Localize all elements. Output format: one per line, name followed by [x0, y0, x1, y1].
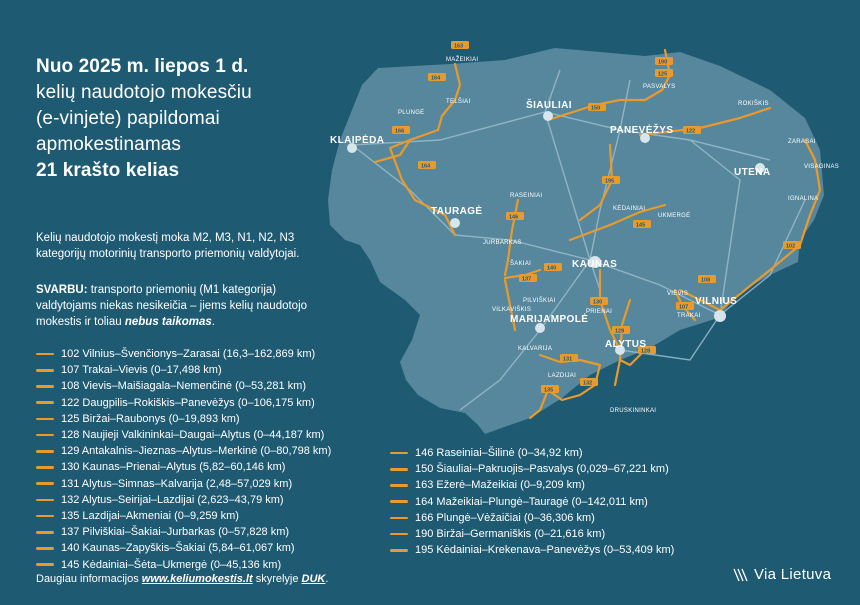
svg-text:108: 108: [701, 277, 711, 284]
svg-text:132: 132: [583, 380, 593, 387]
town-label-raseiniai: RASEINIAI: [510, 193, 543, 199]
city-label-alytus: ALYTUS: [605, 339, 647, 350]
route-label: 146 Raseiniai–Šilinė (0–34,92 km): [415, 447, 583, 459]
list-item: [36, 459, 331, 475]
list-item: [36, 476, 331, 492]
list-item: [390, 542, 674, 558]
svg-text:190: 190: [658, 59, 668, 66]
road-line-icon: [36, 563, 54, 566]
road-badge-137: [519, 274, 537, 283]
town-label-sakiai: ŠAKIAI: [510, 261, 532, 267]
route-label: 108 Vievis–Maišiagala–Nemenčinė (0–53,281 km): [61, 380, 306, 393]
city-label-utena: UTENA: [734, 167, 771, 178]
svg-text:130: 130: [593, 299, 603, 306]
svg-text:166: 166: [395, 128, 405, 135]
list-item: [36, 492, 331, 508]
footer-note: [36, 573, 328, 585]
route-list-right: [390, 445, 674, 558]
road-line-icon: [390, 549, 408, 552]
website-link[interactable]: www.keliumokestis.lt: [141, 573, 253, 585]
road-line-icon: [390, 484, 408, 487]
city-label-siauliai: ŠIAULIAI: [526, 100, 572, 111]
list-item: [390, 477, 674, 493]
svg-text:131: 131: [563, 356, 573, 363]
route-label: 166 Plungė–Vėžaičiai (0–36,306 km): [415, 511, 595, 524]
road-line-icon: [36, 547, 54, 550]
road-badge-108: [698, 275, 716, 284]
road-badge-129: [612, 326, 630, 335]
road-line-icon: [36, 401, 54, 404]
town-label-prienai: PRIENAI: [586, 309, 613, 315]
headline: [36, 54, 336, 184]
road-line-icon: [390, 500, 408, 503]
town-label-lazdijai: LAZDIJAI: [548, 373, 577, 379]
town-label-visaginas: VISAGINAS: [804, 164, 840, 170]
list-item: [36, 524, 331, 540]
headline-line-3: (e-vinjete) papildomai: [36, 108, 220, 129]
route-label: 140 Kaunas–Zapyškis–Šakiai (5,84–61,067 km): [61, 542, 295, 555]
route-label: 190 Biržai–Germaniškis (0–21,616 km): [415, 528, 606, 541]
town-label-pilviskiai: PILVIŠKIAI: [523, 298, 556, 304]
route-label: 122 Daugpilis–Rokiškis–Panevėžys (0–106,175 km): [61, 396, 315, 409]
route-label: 128 Naujieji Valkininkai–Daugai–Alytus (0–44,187 km): [61, 429, 325, 442]
city-label-panevezys: PANEVĖŽYS: [610, 125, 674, 136]
headline-line-5: 21 krašto kelias: [36, 160, 180, 181]
route-label: 130 Kaunas–Prienai–Alytus (5,82–60,146 km): [61, 461, 286, 474]
brand-name: Via Lietuva: [754, 566, 832, 583]
town-label-pasvalys: PASVALYS: [643, 84, 676, 90]
svg-text:146: 146: [509, 214, 519, 221]
town-label-vievis: VIEVIS: [667, 291, 689, 297]
svg-text:125: 125: [658, 71, 668, 78]
route-label: 107 Trakai–Vievis (0–17,498 km): [61, 364, 222, 377]
road-line-icon: [36, 466, 54, 469]
list-item: [390, 526, 674, 542]
road-badge-107: [676, 302, 694, 311]
list-item: [36, 427, 331, 443]
list-item: [36, 395, 331, 411]
road-badge-166: [392, 126, 410, 135]
route-label: 195 Kėdainiai–Krekenava–Panevėžys (0–53,409 km): [415, 544, 675, 557]
road-line-icon: [390, 452, 408, 455]
svg-text:164: 164: [431, 75, 441, 82]
town-label-trakai: TRAKAI: [677, 313, 701, 319]
road-line-icon: [36, 515, 54, 518]
city-label-kaunas: KAUNAS: [572, 259, 618, 270]
road-line-icon: [390, 517, 408, 520]
footer-text-end: .: [325, 573, 329, 585]
svg-text:128: 128: [641, 348, 651, 355]
town-label-zarasai: ZARASAI: [788, 139, 816, 145]
route-label: 135 Lazdijai–Akmeniai (0–9,259 km): [61, 510, 239, 523]
town-label-ukmerge: UKMERGĖ: [658, 213, 691, 219]
list-item: [36, 443, 331, 459]
city-label-taurage: TAURAGĖ: [431, 206, 483, 217]
list-item: [390, 445, 674, 461]
faq-link[interactable]: DUK: [301, 573, 326, 585]
road-badge-140: [544, 263, 562, 272]
svg-text:140: 140: [547, 265, 557, 272]
list-item: [390, 510, 674, 526]
svg-text:137: 137: [522, 276, 532, 283]
road-badge-130: [590, 297, 608, 306]
list-item: [36, 540, 331, 556]
city-label-vilnius: VILNIUS: [695, 296, 738, 307]
road-line-icon: [36, 434, 54, 437]
route-label: 102 Vilnius–Švenčionys–Zarasai (16,3–162,869 km): [61, 348, 316, 360]
svg-text:135: 135: [544, 387, 554, 394]
town-label-kalvarija: KALVARIJA: [518, 346, 553, 352]
route-label: 129 Antakalnis–Jieznas–Alytus–Merkinė (0–80,798 km): [61, 445, 332, 458]
list-item: [36, 346, 331, 362]
road-badge-102: [783, 241, 801, 250]
headline-line-4: apmokestinamas: [36, 134, 182, 155]
road-badge-195: [602, 176, 620, 185]
town-label-rokiskis: ROKIŠKIS: [738, 101, 769, 107]
list-item: [36, 508, 331, 524]
road-line-icon: [390, 533, 408, 536]
list-item: [390, 494, 674, 510]
brand-logo: [733, 566, 831, 583]
route-list-left: [36, 346, 331, 573]
town-label-druskininkai: DRUSKININKAI: [610, 408, 657, 414]
road-badge-135: [541, 385, 559, 394]
notice-lead: SVARBU:: [36, 284, 88, 296]
road-line-icon: [36, 499, 54, 502]
svg-text:102: 102: [786, 243, 796, 250]
road-line-icon: [36, 418, 54, 421]
route-label: 131 Alytus–Simnas–Kalvarija (2,48–57,029 km): [61, 477, 293, 490]
svg-text:122: 122: [686, 128, 696, 135]
road-line-icon: [36, 531, 54, 534]
road-line-icon: [36, 385, 54, 388]
svg-text:164: 164: [421, 163, 431, 170]
list-item: [36, 362, 331, 378]
road-badge-132: [580, 378, 598, 387]
route-label: 150 Šiauliai–Pakruojis–Pasvalys (0,029–67,221 km): [415, 463, 669, 476]
lithuania-map: [300, 30, 860, 450]
road-badge-125: [655, 69, 673, 78]
road-line-icon: [36, 482, 54, 485]
road-badge-190: [655, 57, 673, 66]
town-label-jurbarkas: JURBARKAS: [483, 240, 522, 246]
headline-line-1: Nuo 2025 m. liepos 1 d.: [36, 56, 249, 77]
road-line-icon: [390, 468, 408, 471]
via-lietuva-logo-icon: [733, 568, 751, 582]
road-line-icon: [36, 369, 54, 372]
road-badge-122: [683, 126, 701, 135]
road-line-icon: [36, 450, 54, 453]
town-label-vilkaviskis: VILKAVIŠKIS: [492, 307, 532, 313]
svg-text:107: 107: [679, 304, 689, 311]
notice-end: .: [211, 316, 215, 328]
town-label-kedainiai: KĖDAINIAI: [613, 206, 646, 212]
svg-text:145: 145: [636, 222, 646, 229]
footer-text-middle: skyrelyje: [252, 573, 302, 585]
footer-text: Daugiau informacijos: [36, 573, 142, 585]
town-label-ignalina: IGNALINA: [788, 196, 819, 202]
road-badge-145: [633, 220, 651, 229]
list-item: [390, 461, 674, 477]
notice-body: transporto priemonių (M1 kategorija) valdytojams niekas nesikeičia – jiems kelių naudotojo mokestis ir toliau: [36, 284, 308, 328]
route-label: 137 Pilviškiai–Šakiai–Jurbarkas (0–57,828 km): [61, 526, 290, 539]
list-item: [36, 557, 331, 573]
road-badge-150: [588, 103, 606, 112]
notice-emphasis: nebus taikomas: [124, 316, 212, 328]
svg-text:195: 195: [605, 178, 615, 185]
route-label: 164 Mažeikiai–Plungė–Tauragė (0–142,011 km): [415, 495, 648, 508]
route-label: 163 Ežerė–Mažeikiai (0–9,209 km): [415, 479, 585, 492]
route-label: 125 Biržai–Raubonys (0–19,893 km): [61, 412, 240, 425]
notice-text: [36, 282, 336, 330]
town-label-telsiai: TELŠIAI: [446, 99, 471, 105]
route-label: 132 Alytus–Seirijai–Lazdijai (2,623–43,79 km): [61, 493, 284, 506]
headline-line-2: kelių naudotojo mokesčiu: [36, 82, 252, 103]
svg-text:163: 163: [454, 43, 464, 50]
svg-text:150: 150: [591, 105, 601, 112]
road-badge-146: [506, 212, 524, 221]
list-item: [36, 378, 331, 394]
road-badge-164b: [418, 161, 436, 170]
city-label-klaipeda: KLAIPĖDA: [330, 135, 385, 146]
road-line-icon: [36, 353, 54, 356]
list-item: [36, 411, 331, 427]
intro-text: Kelių naudotojo mokestį moka M2, M3, N1, N2, N3 kategorijų motorinių transporto priemonių valdytojai.: [36, 232, 300, 260]
road-badge-131: [560, 354, 578, 363]
city-label-marijampole: MARIJAMPOLĖ: [510, 314, 589, 325]
town-label-mazeikiai: MAŽEIKIAI: [446, 57, 479, 63]
road-badge-163: [451, 41, 469, 50]
road-badge-164: [428, 73, 446, 82]
town-label-plunge: PLUNGĖ: [398, 110, 425, 116]
svg-text:129: 129: [615, 328, 625, 335]
route-label: 145 Kėdainiai–Šėta–Ukmergė (0–45,136 km): [61, 558, 282, 571]
